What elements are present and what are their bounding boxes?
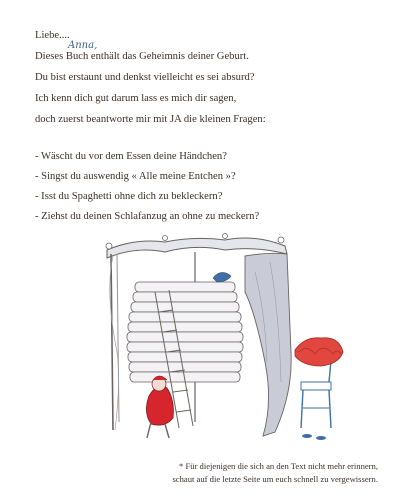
question-2: - Singst du auswendig « Alle meine Entchen »? <box>35 171 236 182</box>
letter-line-2: Du bist erstaunt und denkst vielleicht es sei absurd? <box>35 72 255 83</box>
footnote-line-1: * Für diejenigen die sich an den Text nicht mehr erinnern, <box>179 461 378 471</box>
letter-line-4: doch zuerst beantworte mir mit JA die kleinen Fragen: <box>35 114 266 125</box>
question-3: - Isst du Spaghetti ohne dich zu bekleckern? <box>35 191 223 202</box>
footnote <box>138 460 378 486</box>
footnote-line-2: schaut auf die letzte Seite um euch schnell zu vergewissern. <box>172 474 378 484</box>
letter-line-1: Dieses Buch enthält das Geheimnis deiner Geburt. <box>35 51 249 62</box>
question-1: - Wäscht du vor dem Essen deine Händchen? <box>35 151 227 162</box>
bed-illustration <box>95 232 355 452</box>
handwritten-name: Anna, <box>68 40 98 51</box>
girl-figure <box>146 376 173 438</box>
letter-line-3: Ich kenn dich gut darum lass es mich dir sagen, <box>35 93 237 104</box>
question-4: - Ziehst du deinen Schlafanzug an ohne zu meckern? <box>35 211 260 222</box>
salutation: Liebe.... <box>35 30 70 41</box>
